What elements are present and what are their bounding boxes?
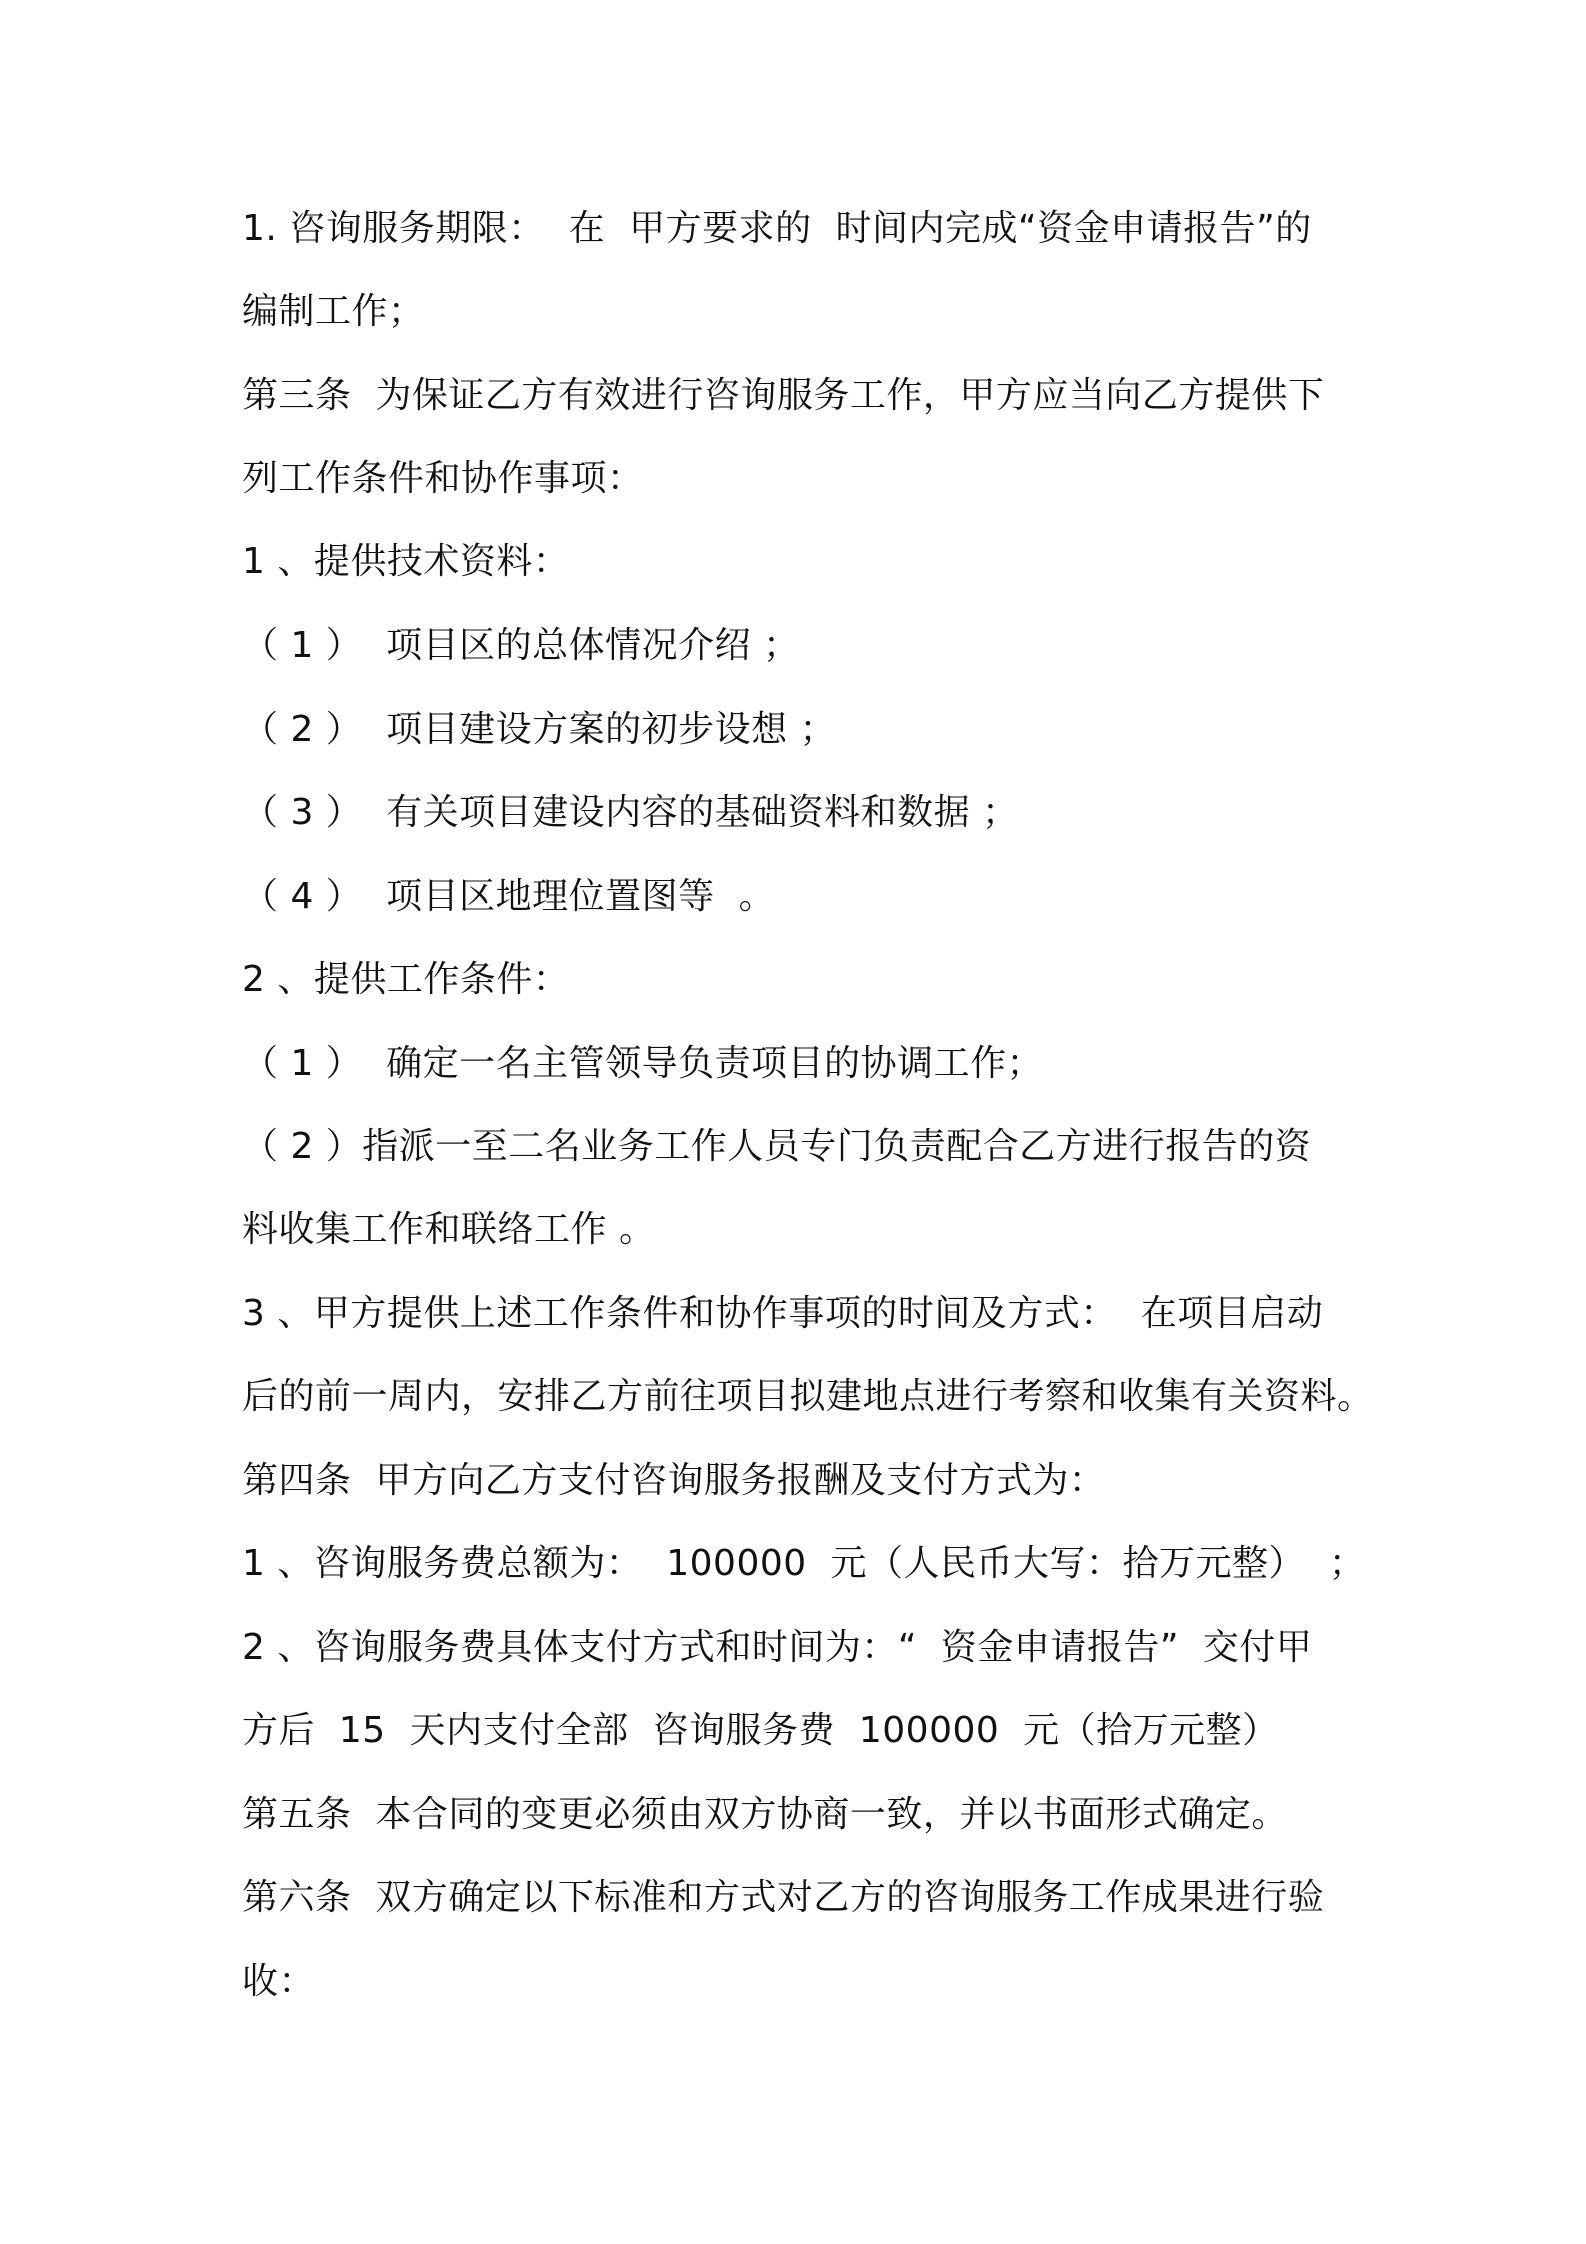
paragraph-line: 料收集工作和联络工作 。 [242, 1209, 656, 1250]
paragraph-line: （ 4 ） 项目区地理位置图等 。 [242, 876, 776, 917]
paragraph-line: 后的前一周内，安排乙方前往项目拟建地点进行考察和收集有关资料。 [242, 1376, 1374, 1417]
paragraph-line: 编制工作； [242, 291, 425, 332]
paragraph-line: 1 、咨询服务费总额为： 100000 元（人民币大写：拾万元整） ； [242, 1543, 1366, 1584]
paragraph-line: 3 、甲方提供上述工作条件和协作事项的时间及方式： 在项目启动 [242, 1293, 1324, 1334]
paragraph-line: 1. 咨询服务期限： 在 甲方要求的 时间内完成“资金申请报告”的 [242, 208, 1312, 249]
paragraph-line: 第五条 本合同的变更必须由双方协商一致，并以书面形式确定。 [242, 1794, 1288, 1835]
paragraph-line: 2 、咨询服务费具体支付方式和时间为：“ 资金申请报告” 交付甲 [242, 1627, 1313, 1668]
paragraph-line: （ 1 ） 确定一名主管领导负责项目的协调工作； [242, 1043, 1044, 1084]
paragraph-line: 第三条 为保证乙方有效进行咨询服务工作，甲方应当向乙方提供下 [242, 375, 1325, 416]
paragraph-line: 方后 15 天内支付全部 咨询服务费 100000 元（拾万元整） [242, 1710, 1279, 1751]
paragraph-line: 1 、提供技术资料： [242, 541, 570, 582]
paragraph-line: 第四条 甲方向乙方支付咨询服务报酬及支付方式为： [242, 1460, 1106, 1501]
paragraph-line: 2 、提供工作条件： [242, 959, 570, 1000]
paragraph-line: 列工作条件和协作事项： [242, 458, 644, 499]
paragraph-line: （ 1 ） 项目区的总体情况介绍 ； [242, 625, 800, 666]
paragraph-line: 收： [242, 1961, 316, 2002]
paragraph-line: （ 2 ） 项目建设方案的初步设想 ； [242, 709, 837, 750]
paragraph-line: （ 3 ） 有关项目建设内容的基础资料和数据 ； [242, 792, 1019, 833]
paragraph-line: 第六条 双方确定以下标准和方式对乙方的咨询服务工作成果进行验 [242, 1877, 1325, 1918]
paragraph-line: （ 2 ）指派一至二名业务工作人员专门负责配合乙方进行报告的资 [242, 1126, 1312, 1167]
